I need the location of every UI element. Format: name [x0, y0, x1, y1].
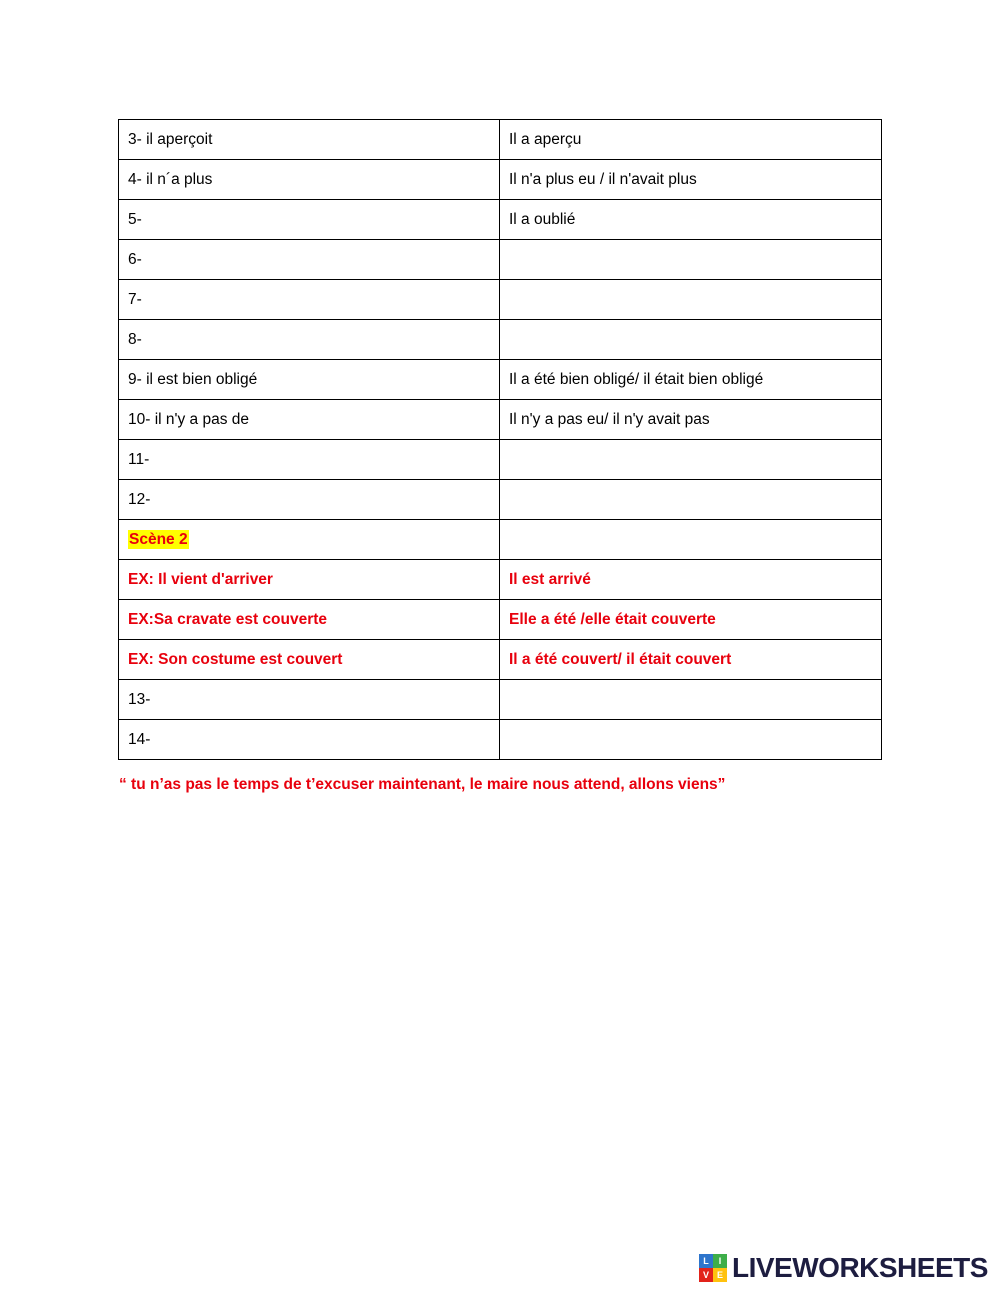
cell-prompt: EX: Son costume est couvert	[119, 640, 500, 680]
table-row	[119, 240, 882, 280]
cell-answer	[500, 320, 882, 360]
table-row	[119, 440, 882, 480]
cell-answer	[500, 480, 882, 520]
table-row	[119, 480, 882, 520]
table-row-example	[119, 560, 882, 600]
table-row	[119, 280, 882, 320]
cell-answer: Il a oublié	[500, 200, 882, 240]
table-row	[119, 120, 882, 160]
cell-prompt: 10- il n'y a pas de	[119, 400, 500, 440]
cell-answer: Il est arrivé	[500, 560, 882, 600]
cell-prompt: 14-	[119, 720, 500, 760]
cell-prompt: 9- il est bien obligé	[119, 360, 500, 400]
table-row	[119, 320, 882, 360]
cell-prompt: EX: Il vient d'arriver	[119, 560, 500, 600]
liveworksheets-logo-icon	[699, 1254, 727, 1282]
conjugation-table	[118, 119, 882, 760]
cell-answer	[500, 280, 882, 320]
cell-prompt: 3- il aperçoit	[119, 120, 500, 160]
cell-answer	[500, 520, 882, 560]
table-row-scene-header	[119, 520, 882, 560]
cell-answer	[500, 440, 882, 480]
table-row-example	[119, 600, 882, 640]
cell-prompt: 6-	[119, 240, 500, 280]
cell-answer	[500, 240, 882, 280]
table-row	[119, 680, 882, 720]
cell-answer: Elle a été /elle était couverte	[500, 600, 882, 640]
logo-letter: E	[713, 1268, 727, 1282]
cell-prompt: 13-	[119, 680, 500, 720]
logo-letter: L	[699, 1254, 713, 1268]
cell-prompt: EX:Sa cravate est couverte	[119, 600, 500, 640]
cell-prompt	[119, 520, 500, 560]
table-row-example	[119, 640, 882, 680]
cell-prompt: 11-	[119, 440, 500, 480]
cell-answer: Il n'y a pas eu/ il n'y avait pas	[500, 400, 882, 440]
cell-prompt: 4- il n´a plus	[119, 160, 500, 200]
logo-letter: V	[699, 1268, 713, 1282]
cell-prompt: 12-	[119, 480, 500, 520]
table-row	[119, 160, 882, 200]
cell-answer	[500, 720, 882, 760]
cell-answer: Il a été couvert/ il était couvert	[500, 640, 882, 680]
table-row	[119, 720, 882, 760]
cell-answer: Il a été bien obligé/ il était bien obligé	[500, 360, 882, 400]
cell-prompt: 5-	[119, 200, 500, 240]
liveworksheets-wordmark: LIVEWORKSHEETS	[732, 1252, 988, 1283]
liveworksheets-footer	[699, 1252, 988, 1284]
table-row	[119, 360, 882, 400]
scene-2-label: Scène 2	[129, 530, 188, 548]
logo-letter: I	[713, 1254, 727, 1268]
cell-answer	[500, 680, 882, 720]
cell-answer: Il n'a plus eu / il n'avait plus	[500, 160, 882, 200]
table-row	[119, 200, 882, 240]
cell-answer: Il a aperçu	[500, 120, 882, 160]
cell-prompt: 7-	[119, 280, 500, 320]
quote-note: “ tu n’as pas le temps de t’excuser maintenant, le maire nous attend, allons viens”	[119, 776, 726, 793]
table-row	[119, 400, 882, 440]
cell-prompt: 8-	[119, 320, 500, 360]
